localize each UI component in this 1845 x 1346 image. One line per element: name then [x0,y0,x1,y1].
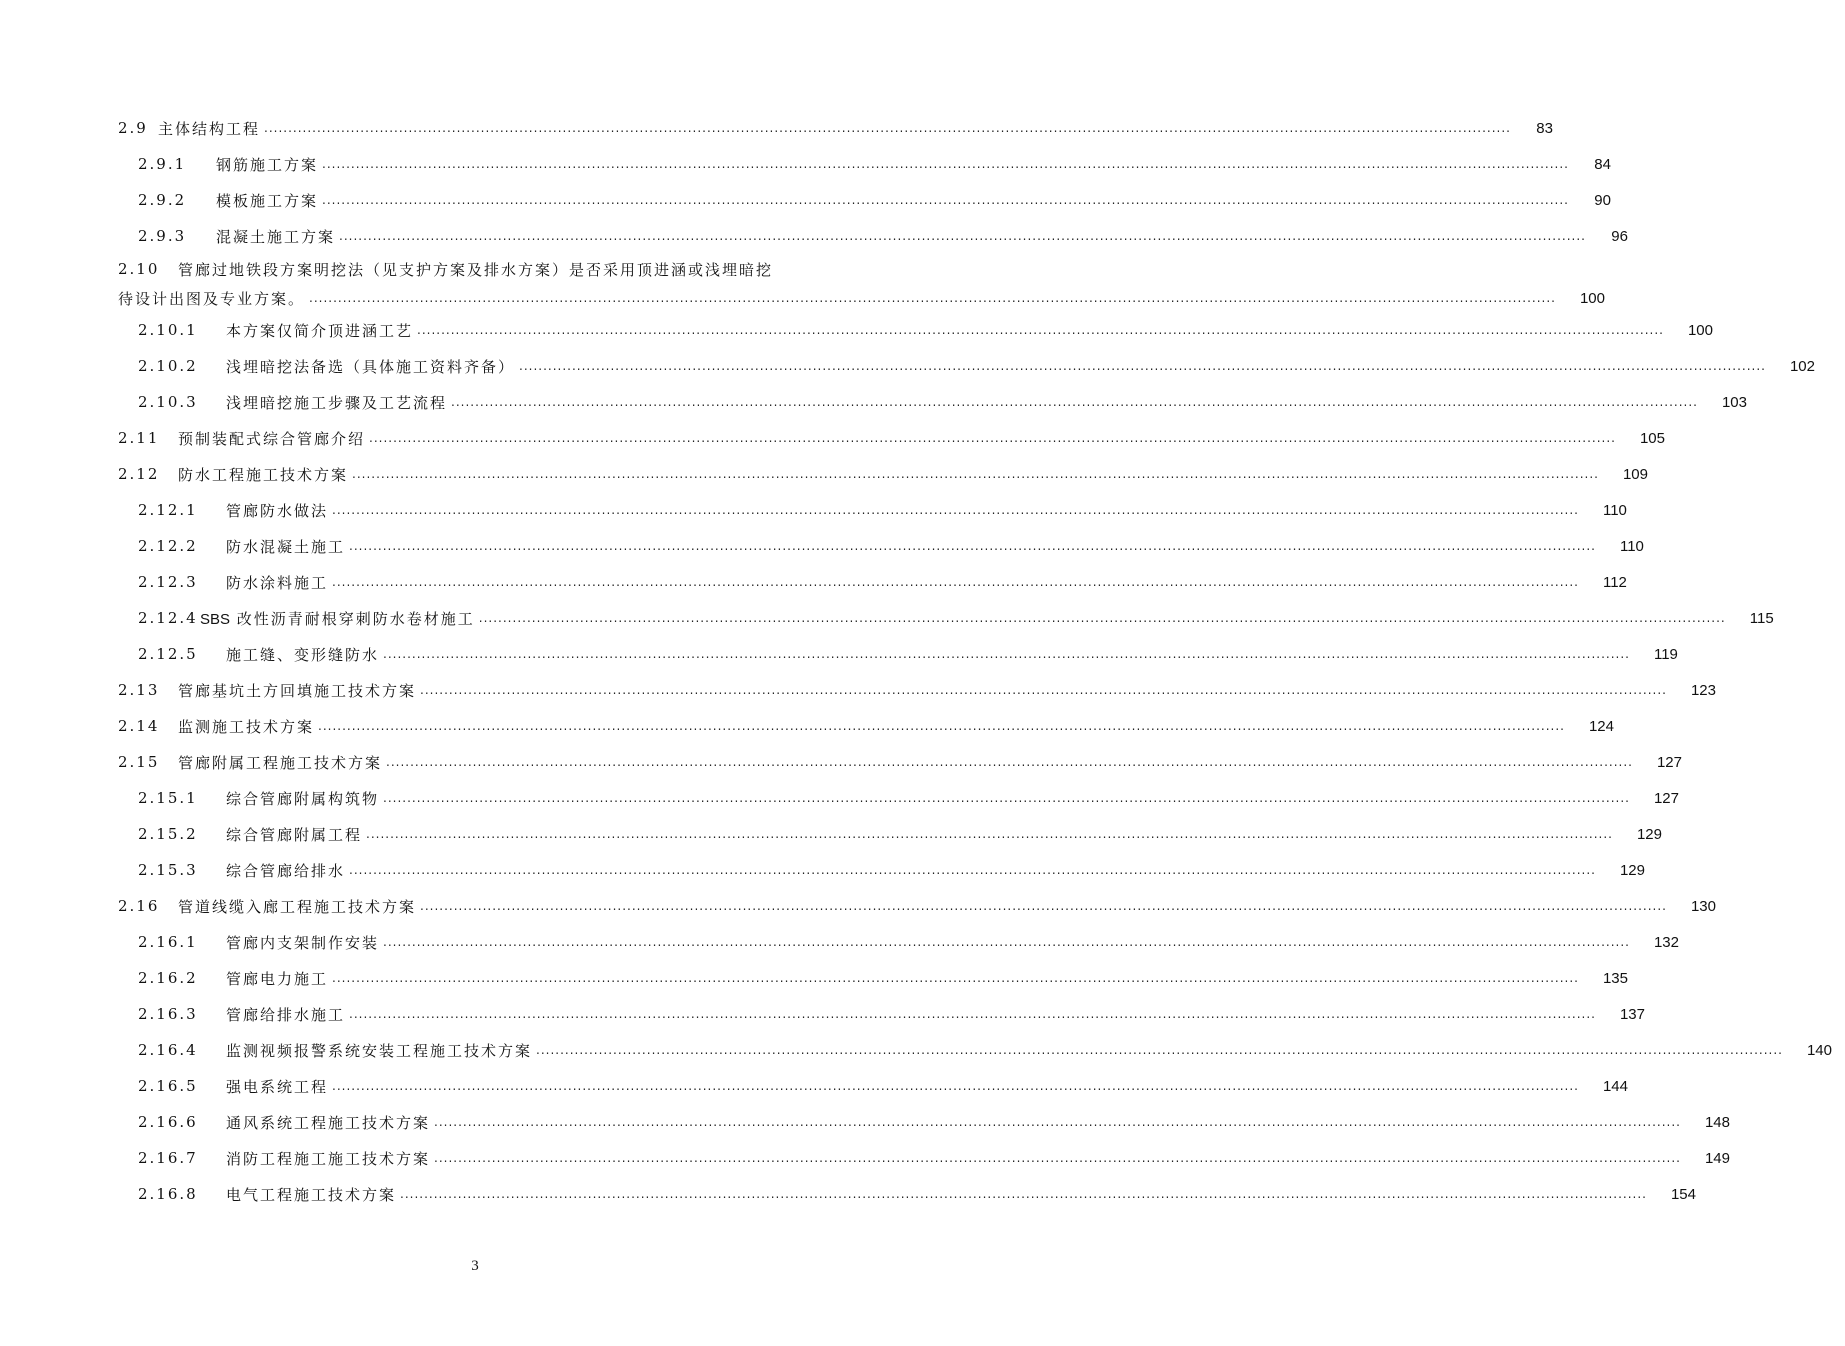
toc-entry-number: 2.15.3 [138,861,198,879]
toc-entry[interactable] [118,708,1614,744]
toc-entry-number: 2.10 [118,260,160,278]
toc-entry-number: 2.16.3 [138,1005,198,1023]
toc-entry[interactable] [118,744,1682,780]
leader-dots [349,864,1596,876]
leader-dots [352,468,1599,480]
toc-entry-number: 2.16.6 [138,1113,198,1131]
toc-entry[interactable] [118,1140,1730,1176]
toc-entry-title: 浅埋暗挖法备选（具体施工资料齐备） [226,357,516,376]
toc-entry-page: 129 [1619,861,1645,879]
toc-entry-title: 管廊电力施工 [226,969,329,988]
toc-entry-number: 2.13 [118,681,160,699]
leader-dots [366,828,1613,840]
toc-entry-page: 129 [1636,825,1662,843]
toc-entry-page: 154 [1670,1185,1696,1203]
toc-entry[interactable] [118,218,1628,254]
toc-entry[interactable] [118,996,1645,1032]
toc-entry[interactable] [118,1032,1832,1068]
toc-entry-number: 2.12.3 [138,573,198,591]
toc-entry-page: 110 [1619,537,1644,555]
leader-dots [479,612,1726,624]
toc-entry-title-rest: 改性沥青耐根穿刺防水卷材施工 [230,609,475,628]
toc-entry-page: 90 [1594,191,1611,209]
toc-entry-page: 112 [1602,573,1627,591]
toc-entry-title: 本方案仅简介顶进涵工艺 [226,321,414,340]
leader-dots [519,360,1766,372]
toc-entry-title: 监测施工技术方案 [178,717,315,736]
toc-entry-title: 管廊内支架制作安装 [226,933,380,952]
toc-entry-number: 2.9.1 [138,155,187,173]
toc-entry-title: 钢筋施工方案 [216,155,319,174]
toc-entry[interactable] [118,636,1678,672]
toc-entry[interactable] [118,110,1553,146]
toc-entry-page: 83 [1536,119,1553,137]
toc-entry-number: 2.12.5 [138,645,198,663]
toc-entry-title [200,608,475,629]
toc-entry-title: 施工缝、变形缝防水 [226,645,380,664]
toc-entry[interactable] [118,1104,1730,1140]
toc-entry-number: 2.16.7 [138,1149,198,1167]
toc-entry-page: 127 [1653,789,1679,807]
toc-entry-title: 强电系统工程 [226,1077,329,1096]
toc-entry-number: 2.15.1 [138,789,198,807]
table-of-contents [118,110,1832,1212]
toc-entry-title: 混凝土施工方案 [216,227,336,246]
leader-dots [383,792,1630,804]
toc-entry-title: 电气工程施工技术方案 [226,1185,397,1204]
toc-entry-title: 防水涂料施工 [226,573,329,592]
toc-entry-number: 2.16.8 [138,1185,198,1203]
toc-entry-number: 2.16.5 [138,1077,198,1095]
toc-entry[interactable] [118,852,1645,888]
toc-entry-title: 管廊基坑土方回填施工技术方案 [178,681,417,700]
leader-dots [434,1152,1681,1164]
toc-entry-title: 监测视频报警系统安装工程施工技术方案 [226,1041,533,1060]
toc-entry-title: 综合管廊附属构筑物 [226,789,380,808]
toc-entry-page: 137 [1619,1005,1645,1023]
leader-dots [264,122,1511,134]
toc-entry-title: 管廊防水做法 [226,501,329,520]
leader-dots [420,684,1667,696]
toc-entry[interactable] [118,600,1774,636]
toc-entry-page: 96 [1611,227,1628,245]
leader-dots [318,720,1565,732]
toc-entry-title: 管廊给排水施工 [226,1005,346,1024]
toc-entry-number: 2.9 [118,119,148,137]
toc-entry-page: 119 [1653,645,1678,663]
toc-entry-title: 防水工程施工技术方案 [178,465,349,484]
toc-entry[interactable] [118,456,1648,492]
toc-entry-title: 消防工程施工施工技术方案 [226,1149,431,1168]
toc-entry-page: 115 [1749,609,1774,627]
leader-dots [383,648,1630,660]
leader-dots [332,1080,1579,1092]
toc-entry-number: 2.16.1 [138,933,198,951]
toc-entry[interactable] [118,1176,1696,1212]
toc-entry-page: 110 [1602,501,1627,519]
toc-entry-page: 149 [1704,1149,1730,1167]
toc-entry-number: 2.14 [118,717,160,735]
toc-entry-title: 综合管廊附属工程 [226,825,363,844]
leader-dots [417,324,1664,336]
leader-dots [339,230,1586,242]
leader-dots [386,756,1633,768]
leader-dots [451,396,1698,408]
toc-entry-number: 2.12.1 [138,501,198,519]
toc-entry[interactable] [118,672,1716,708]
toc-entry[interactable] [118,182,1611,218]
toc-entry-page: 130 [1690,897,1716,915]
toc-entry[interactable] [118,924,1679,960]
toc-entry-multiline[interactable] [118,254,1605,312]
leader-dots [536,1044,1783,1056]
toc-entry[interactable] [118,780,1679,816]
toc-entry-title-line2: 待设计出图及专业方案。 [118,289,306,308]
toc-entry[interactable] [118,348,1815,384]
toc-entry-page: 109 [1622,465,1648,483]
leader-dots [349,540,1596,552]
toc-entry-title: 管廊附属工程施工技术方案 [178,753,383,772]
toc-entry-number: 2.12 [118,465,160,483]
toc-entry-title: 通风系统工程施工技术方案 [226,1113,431,1132]
toc-entry-title-line1: 管廊过地铁段方案明挖法（见支护方案及排水方案）是否采用顶进涵或浅埋暗挖 [178,260,774,279]
leader-dots [369,432,1616,444]
toc-entry[interactable] [118,888,1716,924]
toc-entry-number: 2.16.4 [138,1041,198,1059]
leader-dots [349,1008,1596,1020]
leader-dots [400,1188,1647,1200]
toc-entry-title: 浅埋暗挖施工步骤及工艺流程 [226,393,448,412]
leader-dots [332,576,1579,588]
leader-dots [309,292,1556,304]
toc-entry-page: 144 [1602,1077,1628,1095]
toc-entry[interactable] [118,528,1644,564]
leader-dots [332,972,1579,984]
leader-dots [322,194,1569,206]
leader-dots [332,504,1579,516]
toc-entry[interactable] [118,146,1611,182]
toc-entry[interactable] [118,420,1665,456]
toc-entry-page: 105 [1639,429,1665,447]
toc-entry-page: 132 [1653,933,1679,951]
toc-entry-title: 防水混凝土施工 [226,537,346,556]
toc-entry[interactable] [118,384,1747,420]
toc-entry[interactable] [118,564,1627,600]
page-number: 3 [471,1258,479,1274]
toc-entry-page: 100 [1687,321,1713,339]
toc-entry-title: 模板施工方案 [216,191,319,210]
toc-entry-page: 102 [1789,357,1815,375]
toc-entry-title: 综合管廊给排水 [226,861,346,880]
toc-entry-page: 103 [1721,393,1747,411]
toc-entry-number: 2.9.3 [138,227,187,245]
toc-entry-page: 127 [1656,753,1682,771]
toc-entry-title-prefix: SBS [200,610,231,628]
toc-entry[interactable] [118,960,1628,996]
toc-entry-number: 2.11 [118,429,160,447]
toc-entry-number: 2.10.2 [138,357,198,375]
toc-entry-page: 135 [1602,969,1628,987]
toc-entry-number: 2.9.2 [138,191,187,209]
toc-entry-title: 预制装配式综合管廊介绍 [178,429,366,448]
toc-entry-page: 148 [1704,1113,1730,1131]
toc-entry-number: 2.10.3 [138,393,198,411]
toc-entry-number: 2.15.2 [138,825,198,843]
leader-dots [420,900,1667,912]
toc-entry-page: 140 [1806,1041,1832,1059]
toc-entry[interactable] [118,492,1627,528]
toc-entry[interactable] [118,1068,1628,1104]
toc-entry-page: 123 [1690,681,1716,699]
toc-entry-number: 2.12.2 [138,537,198,555]
toc-entry-number: 2.16 [118,897,160,915]
leader-dots [383,936,1630,948]
toc-entry-title: 管道线缆入廊工程施工技术方案 [178,897,417,916]
toc-entry-title: 主体结构工程 [158,119,261,138]
toc-entry-number: 2.15 [118,753,160,771]
toc-entry-number: 2.12.4 [138,609,198,627]
toc-entry-page: 124 [1588,717,1614,735]
toc-entry-page: 100 [1579,289,1605,307]
toc-entry-number: 2.10.1 [138,321,198,339]
leader-dots [434,1116,1681,1128]
toc-entry-number: 2.16.2 [138,969,198,987]
toc-entry[interactable] [118,816,1662,852]
toc-entry-page: 84 [1594,155,1611,173]
leader-dots [322,158,1569,170]
toc-entry[interactable] [118,312,1713,348]
